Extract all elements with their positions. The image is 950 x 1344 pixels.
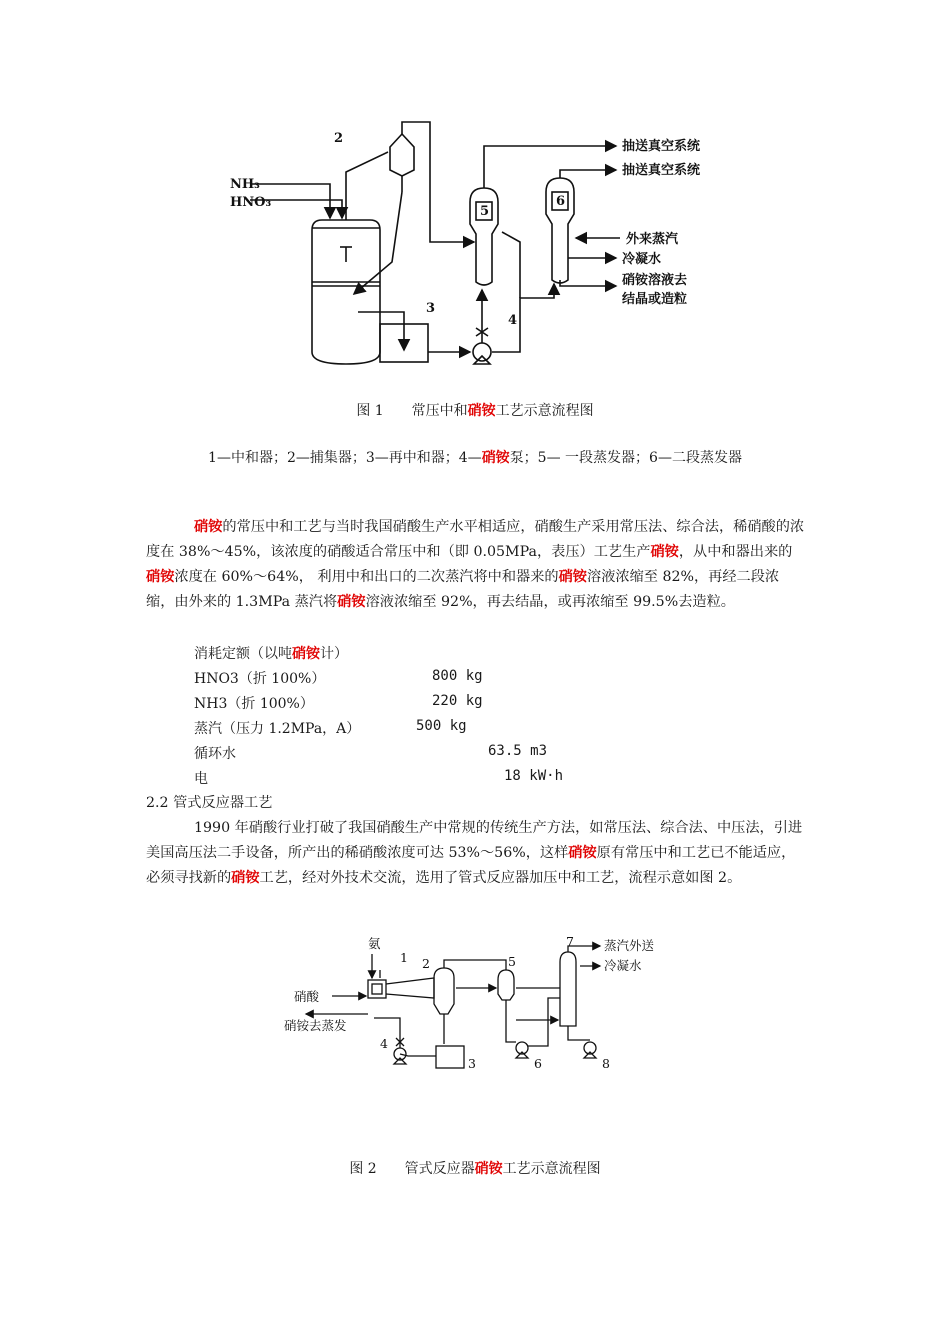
fig1-label-steam: 外来蒸汽 [626,232,679,247]
fig2-label-acid: 硝酸 [294,989,320,1004]
figure-2-diagram [284,934,684,1084]
fig1-label-hno3: HNO₃ [230,195,272,210]
text-run: 消耗定额（以吨 [194,646,292,662]
figure-2-caption-text: 管式反应器 [404,1161,475,1177]
highlight-keyword: 硝铵 [194,519,223,535]
fig1-label-4: 4 [508,313,518,328]
text-run: 的常压中和工艺与当时我国硝酸生产水平相适应，硝酸生产采用常压法、综合法，稀硝酸的浓度在 38%～45%，该浓度的硝酸适合常压中和（即 0.05MPa，表压）工艺生产 [146,519,805,560]
tube-reactor [368,978,434,998]
fig2-label-2: 2 [422,956,430,971]
text-run: 溶液浓缩至 82%，再经二段浓缩，由外来的 1.3MPa 蒸汽将 [146,569,780,610]
fig2-label-out: 硝铵去蒸发 [284,1018,347,1033]
fig2-label-4: 4 [380,1036,388,1051]
fig1-label-out2: 结晶或造粒 [622,292,688,307]
text-run: ，从中和器出来的 [678,544,793,560]
consumption-title [194,643,348,663]
text-run: 原有常压中和工艺已不能适应，必须寻找新的 [146,845,796,886]
legend-text-b: 泵；5— 一段蒸发器；6—二段蒸发器 [509,450,742,466]
highlight-keyword: 硝铵 [467,403,496,419]
highlight-keyword: 硝铵 [146,569,175,585]
fig1-label-nh3: NH₃ [230,177,260,192]
neutralizer-vessel [312,220,380,364]
figure-2-caption [0,1158,950,1178]
fig1-label-3: 3 [426,301,436,316]
highlight-keyword: 硝铵 [231,870,260,886]
highlight-keyword: 硝铵 [474,1161,503,1177]
text-run: 工艺，经对外技术交流，选用了管式反应器加压中和工艺，流程示意如图 2。 [259,870,742,886]
highlight-keyword: 硝铵 [337,594,366,610]
figure-1-caption [0,400,950,420]
section-heading: 2.2 管式反应器工艺 [146,795,273,811]
text-run: 浓度在 60%～64%， 利用中和出口的二次蒸汽将中和器来的 [174,569,559,585]
fig2-label-7: 7 [566,934,574,949]
highlight-keyword: 硝铵 [568,845,597,861]
figure-2-caption-text-end: 工艺示意流程图 [502,1161,601,1177]
consumption-row-label: 蒸汽（压力 1.2MPa，A） [194,721,361,737]
text-run: 计） [320,646,348,662]
figure-2-number: 图 2 [349,1161,377,1177]
consumption-row-label: 循环水 [194,746,236,762]
paragraph-tube-reactor [146,816,806,891]
fig1-label-6: 6 [556,194,566,209]
fig1-label-2: 2 [334,131,344,146]
fig2-label-8: 8 [602,1056,610,1071]
paragraph-normal-pressure [146,515,806,615]
fig1-label-5: 5 [480,204,490,219]
fig2-label-5: 5 [508,954,516,969]
consumption-row-value: 220 kg [432,693,483,709]
figure-1-diagram [230,112,730,380]
consumption-row-label: 电 [194,771,208,787]
fig2-label-3: 3 [468,1056,476,1071]
figure-1-number: 图 1 [356,403,384,419]
fig2-label-cond: 冷凝水 [604,958,642,973]
consumption-row-label: HNO3（折 100%） [194,671,326,687]
separator-vessel [434,968,454,1014]
consumption-row-value: 63.5 m3 [488,743,548,759]
consumption-row-label: NH3（折 100%） [194,696,314,712]
vessel-5 [498,970,514,1000]
consumption-row-value: 18 kW·h [504,768,564,784]
fig1-label-vac1: 抽送真空系统 [622,139,701,154]
figure-1-legend [0,447,950,467]
fig2-label-ammonia: 氨 [368,936,381,951]
figure-1-svg [230,112,730,380]
separator-vessel [390,134,414,192]
fig2-label-1: 1 [400,950,408,965]
pump [584,1042,596,1058]
text-run: 溶液浓缩至 92%，再去结晶，或再浓缩至 99.5%去造粒。 [365,594,735,610]
column-vessel [560,952,576,1026]
first-evaporator [470,188,498,285]
figure-2-svg [284,934,684,1084]
fig1-label-cond: 冷凝水 [622,252,662,267]
consumption-row-value: 500 kg [416,718,467,734]
highlight-keyword: 硝铵 [481,450,510,466]
highlight-keyword: 硝铵 [292,646,320,662]
figure-1-caption-text: 常压中和 [411,403,468,419]
pump [473,324,491,364]
fig1-label-out1: 硝铵溶液去 [622,273,688,288]
legend-text-a: 1—中和器；2—捕集器；3—再中和器；4— [208,450,482,466]
text-run: 1990 年硝酸行业打破了我国硝酸生产中常规的传统生产方法，如常压法、综合法、中压法，引进美国高压法二手设备，所产出的稀硝酸浓度可达 53%～56%，这样 [146,820,803,861]
tank [436,1046,464,1068]
pump [516,1042,528,1058]
consumption-row-value: 800 kg [432,668,483,684]
highlight-keyword: 硝铵 [558,569,587,585]
fig1-label-vac2: 抽送真空系统 [622,163,701,178]
highlight-keyword: 硝铵 [650,544,679,560]
fig2-label-6: 6 [534,1056,542,1071]
fig2-label-steam: 蒸汽外送 [604,938,655,953]
figure-1-caption-text-end: 工艺示意流程图 [495,403,594,419]
